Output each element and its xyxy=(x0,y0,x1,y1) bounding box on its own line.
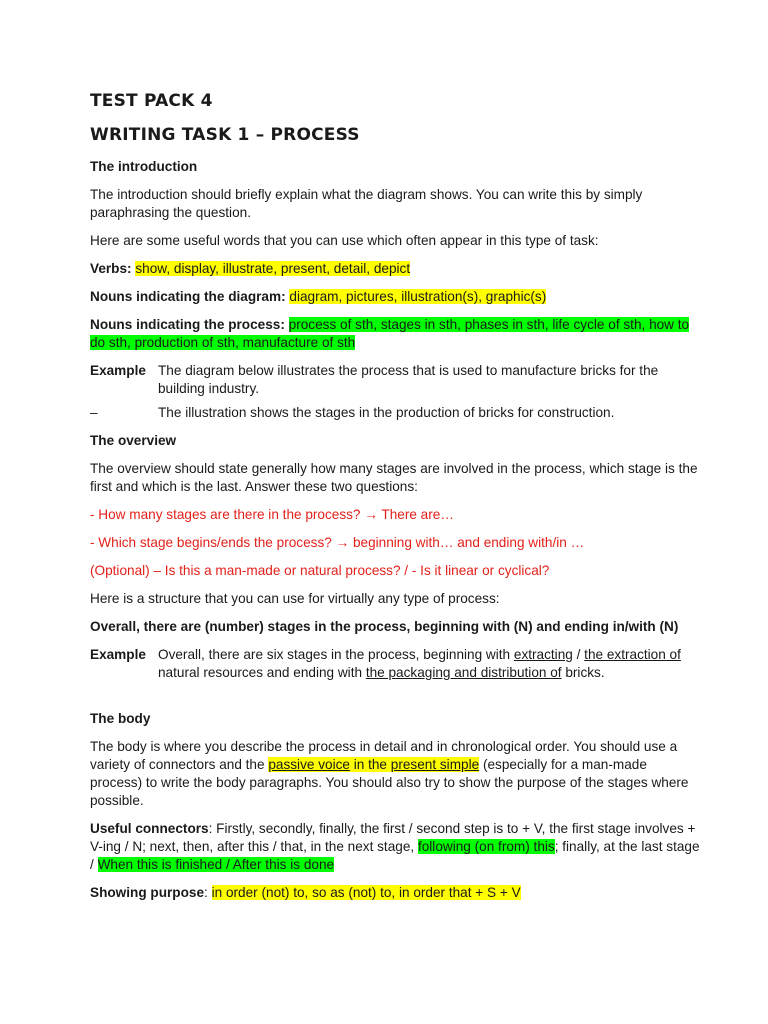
example-text xyxy=(158,646,702,682)
verbs-label: Verbs: xyxy=(90,261,132,276)
spacer xyxy=(90,688,702,710)
body-highlight-in-the: in the xyxy=(349,757,391,772)
pack-title: TEST PACK 4 xyxy=(90,91,213,111)
body-text-part: (especially for a man-made process) to write the body paragraphs. You should also try to show the purpose of the stages where possible. xyxy=(90,757,689,808)
intro-paragraph-1: The introduction should briefly explain what the diagram shows. You can write this by simply paraphrasing the question. xyxy=(90,187,643,220)
example-text-part: bricks. xyxy=(561,665,605,680)
body-paragraph xyxy=(90,738,702,810)
purpose-text: in order (not) to, so as (not) to, in order that + S + V xyxy=(211,885,521,900)
connectors-label: Useful connectors xyxy=(90,821,209,836)
overview-example xyxy=(90,646,702,682)
overview-question-1: - How many stages are there in the process? → There are… xyxy=(90,507,454,522)
example-label: Example xyxy=(90,647,146,662)
intro-heading: The introduction xyxy=(90,159,198,174)
verbs-text: show, display, illustrate, present, detail, depict xyxy=(135,261,411,276)
task-title: WRITING TASK 1 – PROCESS xyxy=(90,125,360,145)
example-underlined: the extraction of xyxy=(584,647,681,662)
example-underlined: extracting xyxy=(513,647,573,662)
body-highlight-passive: passive voice xyxy=(268,757,350,772)
connectors-highlight: When this is finished / After this is done xyxy=(97,857,335,872)
nouns-diagram-text: diagram, pictures, illustration(s), graphic(s) xyxy=(289,289,547,304)
nouns-process-text: process of sth, stages in sth, phases in sth, life cycle of sth, how to do sth, production of sth, manufacture of sth xyxy=(90,317,690,350)
connectors-line xyxy=(90,820,702,874)
example-label: Example xyxy=(90,363,146,378)
example-separator: / xyxy=(572,647,585,662)
purpose-line xyxy=(90,884,702,902)
connectors-text: : Firstly, secondly, finally, the first / second step is to + V, the first stage involves + V-ing / N; next, then, after this / that, in the next stage, xyxy=(90,821,696,854)
overview-paragraph-1: The overview should state generally how many stages are involved in the process, which stage is the first and which is the last. Answer these two questions: xyxy=(90,461,698,494)
body-text-part: The body is where you describe the process in detail and in chronological order. You should use a variety of connectors and the xyxy=(90,739,678,772)
intro-paragraph-2: Here are some useful words that you can use which often appear in this type of task: xyxy=(90,233,599,248)
example-text: The diagram below illustrates the process that is used to manufacture bricks for the building industry. xyxy=(158,363,659,396)
nouns-diagram-label: Nouns indicating the diagram: xyxy=(90,289,286,304)
document-content xyxy=(90,92,702,912)
overview-heading: The overview xyxy=(90,433,177,448)
purpose-label: Showing purpose xyxy=(90,885,205,900)
example-dash: – xyxy=(90,405,98,420)
example-text-part: Overall, there are six stages in the process, beginning with xyxy=(158,647,514,662)
body-heading: The body xyxy=(90,711,151,726)
example-text: The illustration shows the stages in the production of bricks for construction. xyxy=(158,405,615,420)
intro-example-1 xyxy=(90,362,702,398)
verbs-line xyxy=(90,260,702,278)
body-highlight-present-simple: present simple xyxy=(390,757,480,772)
nouns-process-line xyxy=(90,316,702,352)
overview-question-2: - Which stage begins/ends the process? → beginning with… and ending with/in … xyxy=(90,535,585,550)
nouns-diagram-line xyxy=(90,288,702,306)
nouns-process-label: Nouns indicating the process: xyxy=(90,317,285,332)
overview-question-3: (Optional) – Is this a man-made or natural process? / - Is it linear or cyclical? xyxy=(90,563,550,578)
intro-example-2 xyxy=(90,404,702,422)
example-text-part: natural resources and ending with xyxy=(158,665,366,680)
connectors-highlight: following (on from) this xyxy=(417,839,555,854)
overview-paragraph-2: Here is a structure that you can use for virtually any type of process: xyxy=(90,591,500,606)
example-underlined: the packaging and distribution of xyxy=(365,665,562,680)
purpose-colon: : xyxy=(204,885,212,900)
overview-structure: Overall, there are (number) stages in the process, beginning with (N) and ending in/with (N) xyxy=(90,619,679,634)
connectors-text: ; finally, at the last stage / xyxy=(90,839,700,872)
